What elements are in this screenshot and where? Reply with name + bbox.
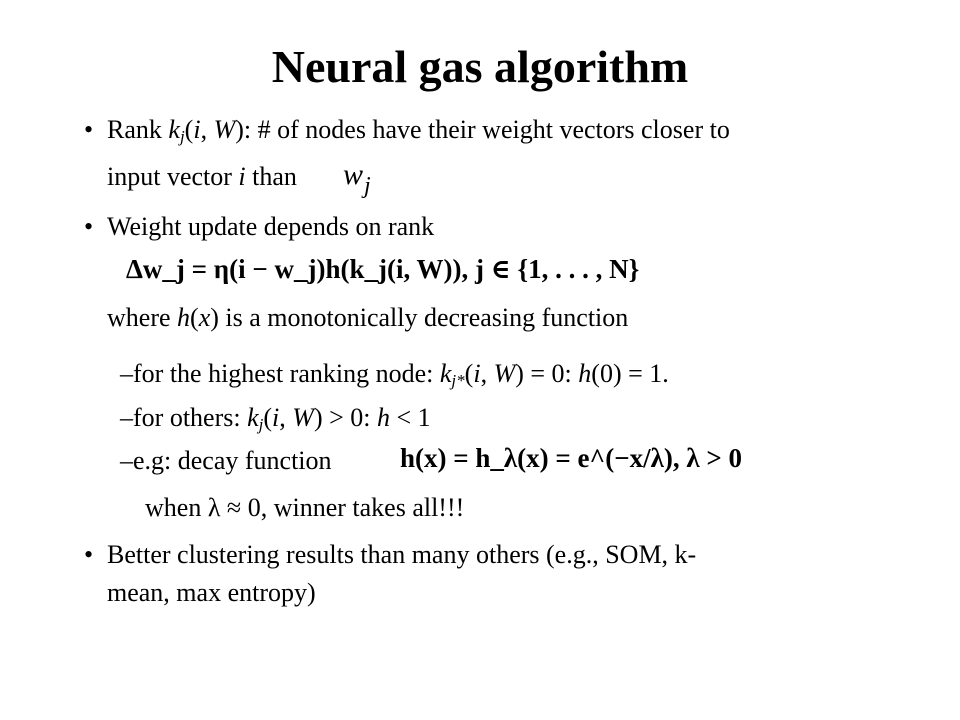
sub-decay-function: –e.g: decay function [120, 446, 332, 475]
winner-takes-all: when λ ≈ 0, winner takes all!!! [145, 493, 465, 522]
slide-title: Neural gas algorithm [271, 41, 689, 92]
bullet-clustering-line-2: mean, max entropy) [107, 578, 316, 607]
bullet-rank-line-2: input vector i than [107, 162, 297, 191]
sub-others: –for others: $k_j(i$, W) > 0: h < 1 [120, 403, 431, 434]
bullet-clustering-line-1: Better clustering results than many others (e.g., SOM, k- [107, 540, 697, 569]
bullet-rank-line-1: Rank $k_j(i$, W): # of nodes have their weight vectors closer to [107, 115, 730, 146]
sub-highest-ranking: –for the highest ranking node: $k_{j*}(i$, W) = 0: h(0) = 1. [120, 359, 669, 390]
bullet-marker: • [84, 212, 94, 241]
decay-function-equation: h(x) = h_λ(x) = e^(−x/λ), λ > 0 [400, 443, 742, 473]
bullet-marker: • [84, 115, 94, 144]
bullet-marker: • [84, 540, 94, 569]
weight-update-equation: Δw_j = η(i − w_j)h(k_j(i, W)), j ∈ {1, . . . , N} [126, 254, 640, 284]
bullet-weight-update: Weight update depends on rank [107, 212, 435, 241]
where-line: where h(x) is a monotonically decreasing function [107, 303, 629, 332]
weight-vector-wj: $w_j$ [343, 158, 371, 199]
